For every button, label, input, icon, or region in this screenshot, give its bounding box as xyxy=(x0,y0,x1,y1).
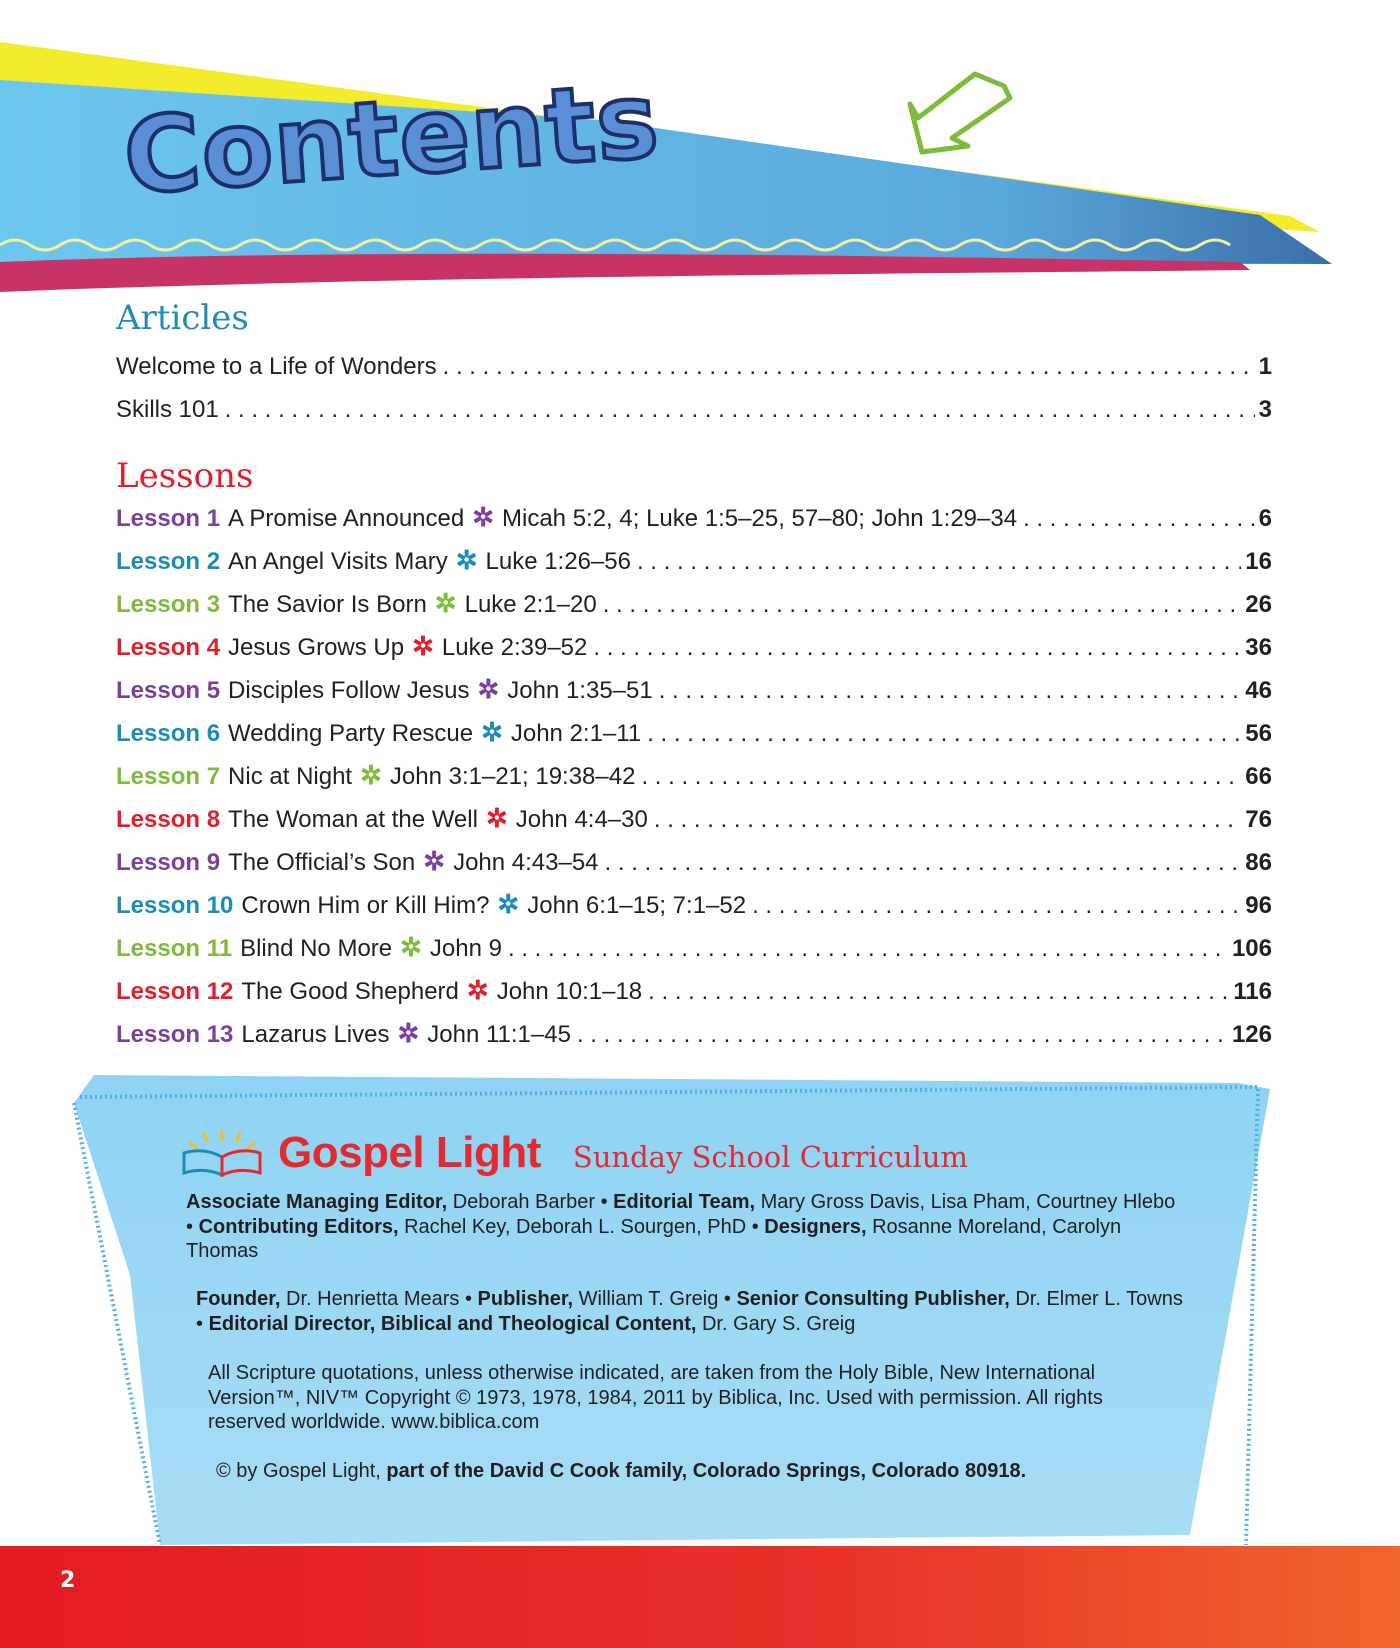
credit-names: Rachel Key, Deborah L. Sourgen, PhD • xyxy=(398,1215,765,1238)
dot-leader xyxy=(659,677,1242,705)
dot-leader xyxy=(605,849,1242,877)
lesson-number: Lesson 1 xyxy=(116,505,221,532)
lesson-number: Lesson 9 xyxy=(116,849,221,876)
lesson-entry xyxy=(116,588,1272,631)
credit-role: Designers, xyxy=(764,1215,867,1238)
lesson-entry xyxy=(116,631,1272,674)
lessons-list xyxy=(116,502,1272,1061)
lesson-entry xyxy=(116,760,1272,803)
brand-name: Gospel Light xyxy=(278,1128,541,1177)
dot-leader xyxy=(508,935,1228,963)
dot-leader xyxy=(577,1021,1228,1049)
lesson-entry xyxy=(116,502,1272,545)
brand-tagline: Sunday School Curriculum xyxy=(572,1140,969,1174)
page-ref: 3 xyxy=(1258,396,1272,423)
copyright-owner: part of the David C Cook family, Colorado Springs, Colorado 80918. xyxy=(386,1460,1027,1482)
asterisk-icon: ✲ xyxy=(466,975,489,1005)
lesson-number: Lesson 2 xyxy=(116,548,221,575)
lesson-title: Blind No More xyxy=(240,935,393,962)
lesson-entry xyxy=(116,932,1272,975)
article-title: Welcome to a Life of Wonders xyxy=(116,353,437,380)
scripture-reference: Luke 1:26–56 xyxy=(485,548,631,575)
page-ref: 46 xyxy=(1245,677,1272,704)
scripture-reference: John 3:1–21; 19:38–42 xyxy=(389,763,636,790)
scripture-reference: John 9 xyxy=(429,935,502,962)
page-ref: 106 xyxy=(1231,935,1272,962)
publisher-credits xyxy=(196,1287,1186,1336)
credit-role: Contributing Editors, xyxy=(198,1215,399,1238)
lesson-title: Nic at Night xyxy=(228,763,353,790)
credit-names: Dr. Elmer L. Towns • xyxy=(196,1288,1183,1335)
lesson-title: An Angel Visits Mary xyxy=(228,548,448,575)
lesson-number: Lesson 6 xyxy=(116,720,221,747)
asterisk-icon: ✲ xyxy=(481,717,503,747)
credit-role: Publisher, xyxy=(477,1288,574,1310)
asterisk-icon: ✲ xyxy=(412,631,434,661)
page-ref: 86 xyxy=(1245,849,1272,876)
lesson-title: The Good Shepherd xyxy=(241,978,459,1005)
scripture-reference: John 4:43–54 xyxy=(453,849,599,876)
asterisk-icon: ✲ xyxy=(472,502,494,532)
dot-leader xyxy=(443,353,1255,381)
scripture-notice: All Scripture quotations, unless otherwise indicated, are taken from the Holy Bible, New International Version™, NIV™ Copyright © 1973, 1978, 1984, 2011 by Biblica, Inc. Used with permission. All rights reserved worldwide. www.biblica.com xyxy=(208,1362,1103,1433)
page-number: 2 xyxy=(60,1568,77,1593)
lesson-entry xyxy=(116,975,1272,1018)
dot-leader xyxy=(593,634,1241,662)
page-ref: 126 xyxy=(1231,1021,1272,1048)
dot-leader xyxy=(225,396,1255,424)
asterisk-icon: ✲ xyxy=(434,588,457,618)
brand-row xyxy=(176,1128,968,1178)
page-ref: 96 xyxy=(1245,892,1272,919)
page-ref: 6 xyxy=(1258,505,1272,532)
scripture-reference: John 1:35–51 xyxy=(507,677,653,704)
lessons-heading: Lessons xyxy=(116,456,254,496)
lesson-number: Lesson 4 xyxy=(116,634,221,661)
lesson-number: Lesson 8 xyxy=(116,806,221,833)
asterisk-icon: ✲ xyxy=(397,1018,420,1048)
lesson-number: Lesson 7 xyxy=(116,763,221,790)
lesson-entry xyxy=(116,674,1272,717)
scripture-reference: Luke 2:1–20 xyxy=(464,591,597,618)
dot-leader xyxy=(648,978,1229,1006)
asterisk-icon: ✲ xyxy=(497,889,520,919)
lesson-title: Jesus Grows Up xyxy=(228,634,405,661)
dot-leader xyxy=(654,806,1241,834)
lesson-entry xyxy=(116,545,1272,588)
scripture-reference: John 10:1–18 xyxy=(496,978,643,1005)
scripture-reference: Luke 2:39–52 xyxy=(441,634,588,661)
scripture-reference: John 4:4–30 xyxy=(515,806,648,833)
page-ref: 36 xyxy=(1245,634,1272,661)
credit-role: Associate Managing Editor, xyxy=(186,1191,448,1213)
dot-leader xyxy=(752,892,1241,920)
credit-role: Editorial Team, xyxy=(613,1191,756,1213)
lesson-number: Lesson 10 xyxy=(116,892,234,919)
lesson-number: Lesson 5 xyxy=(116,677,221,704)
credit-role: Founder, xyxy=(196,1288,281,1310)
lesson-number: Lesson 13 xyxy=(116,1021,234,1048)
credit-role: Editorial Director, Biblical and Theological Content, xyxy=(208,1312,697,1335)
asterisk-icon: ✲ xyxy=(400,932,422,962)
scripture-reference: John 11:1–45 xyxy=(427,1021,571,1048)
asterisk-icon: ✲ xyxy=(477,674,500,704)
page-ref: 56 xyxy=(1245,720,1272,747)
page-title: Contents xyxy=(120,58,664,218)
credit-names: Dr. Henrietta Mears • xyxy=(280,1288,478,1310)
dot-leader xyxy=(647,720,1241,748)
lesson-entry xyxy=(116,889,1272,932)
editorial-credits xyxy=(186,1190,1176,1264)
scripture-reference: John 2:1–11 xyxy=(510,720,642,747)
asterisk-icon: ✲ xyxy=(455,545,478,575)
lesson-title: Crown Him or Kill Him? xyxy=(241,892,490,919)
lesson-title: The Official’s Son xyxy=(228,849,416,876)
articles-heading: Articles xyxy=(116,298,249,338)
lesson-title: Disciples Follow Jesus xyxy=(228,677,470,704)
dot-leader xyxy=(603,591,1242,619)
article-entry xyxy=(116,396,1272,439)
asterisk-icon: ✲ xyxy=(360,760,382,790)
dot-leader xyxy=(641,763,1241,791)
copyright-line xyxy=(216,1459,1196,1484)
dot-leader xyxy=(637,548,1241,576)
page-ref: 1 xyxy=(1258,353,1272,380)
lesson-entry xyxy=(116,1018,1272,1061)
dot-leader xyxy=(1023,505,1255,533)
credit-names: Mary Gross Davis, Lisa Pham, Courtney Hlebo • xyxy=(186,1191,1176,1238)
arrow-icon xyxy=(910,74,1010,152)
lesson-number: Lesson 12 xyxy=(116,978,234,1005)
credit-names: Deborah Barber • xyxy=(447,1191,614,1213)
credit-role: Senior Consulting Publisher, xyxy=(736,1288,1010,1310)
lesson-number: Lesson 11 xyxy=(116,935,233,962)
lesson-entry xyxy=(116,717,1272,760)
lesson-number: Lesson 3 xyxy=(116,591,221,618)
lesson-title: Wedding Party Rescue xyxy=(228,720,474,747)
asterisk-icon: ✲ xyxy=(485,803,508,833)
page-ref: 16 xyxy=(1245,548,1272,575)
scripture-reference: John 6:1–15; 7:1–52 xyxy=(527,892,747,919)
lesson-title: Lazarus Lives xyxy=(241,1021,390,1048)
open-book-icon xyxy=(176,1129,268,1177)
articles-list xyxy=(116,353,1272,439)
asterisk-icon: ✲ xyxy=(423,846,446,876)
page-ref: 76 xyxy=(1245,806,1272,833)
lesson-entry xyxy=(116,803,1272,846)
footer-bar xyxy=(0,1546,1400,1648)
lesson-title: The Woman at the Well xyxy=(228,806,478,833)
copyright-prefix: © by Gospel Light, xyxy=(216,1460,387,1482)
lesson-title: The Savior Is Born xyxy=(228,591,427,618)
credit-names: William T. Greig • xyxy=(573,1288,737,1310)
page-ref: 116 xyxy=(1233,978,1272,1005)
lesson-entry xyxy=(116,846,1272,889)
page-ref: 66 xyxy=(1245,763,1272,790)
article-title: Skills 101 xyxy=(116,396,219,423)
lesson-title: A Promise Announced xyxy=(228,505,465,532)
article-entry xyxy=(116,353,1272,396)
credit-names: Rosanne Moreland, Carolyn Thomas xyxy=(186,1215,1122,1262)
scripture-reference: Micah 5:2, 4; Luke 1:5–25, 57–80; John 1:29–34 xyxy=(502,505,1018,532)
credit-names: Dr. Gary S. Greig xyxy=(696,1312,856,1335)
page-ref: 26 xyxy=(1245,591,1272,618)
